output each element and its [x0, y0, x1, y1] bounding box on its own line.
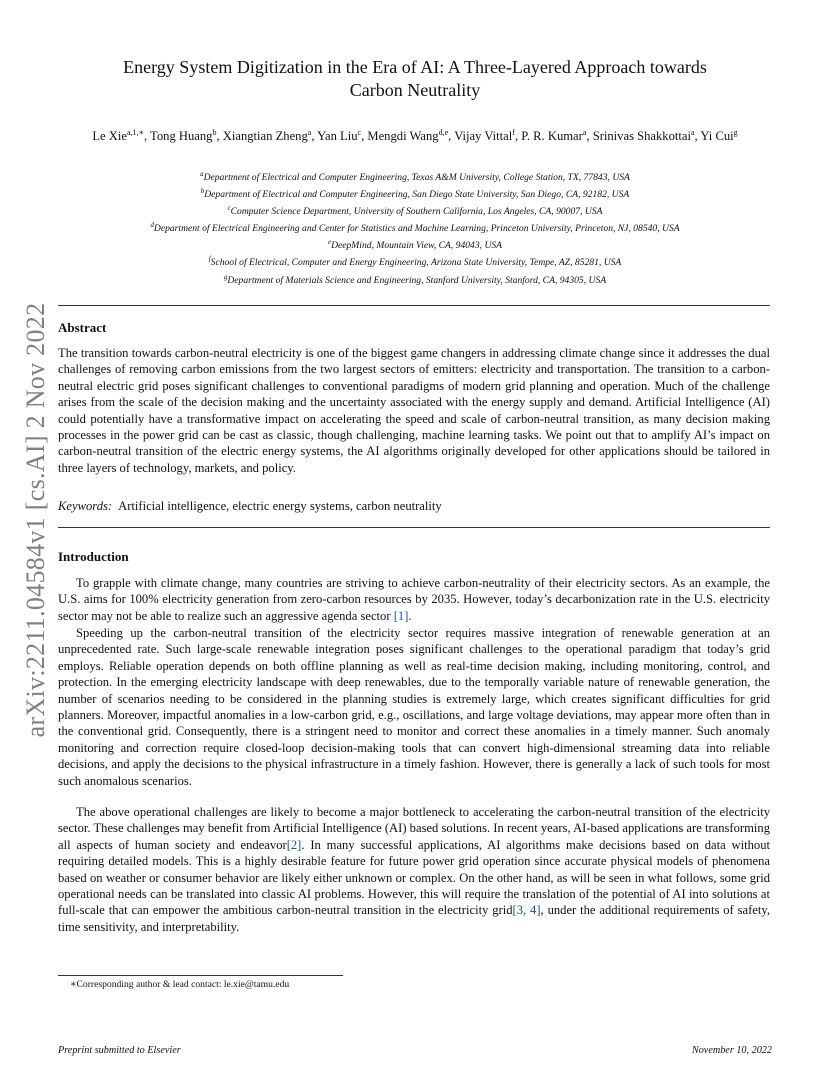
- citation-link[interactable]: [1]: [393, 608, 409, 623]
- intro-paragraph-3: The above operational challenges are likely to become a major bottleneck to accelerating the carbon-neutral transition of the electricity sector. These challenges may benefit from Artificial Intelligence (AI) based solutions. In recent years, AI-based applications are transforming all aspects of human society and endeavor[2]. In many successful applications, AI algorithms make decisions based on data without requiring detailed models. This is a highly desirable feature for future power grid operation since accurate physical models of phenomena based on weather or consumer behavior are likely either unknown or complex. On the other hand, as will be seen in what follows, some grid operational needs can be translated into classic AI problems. However, this will require the translation of the potential of AI into solutions at full-scale that can empower the ambitious carbon-neutral transition in the electricity grid[3, 4], under the additional requirements of safety, time sensitivity, and interpretability.: [58, 805, 770, 934]
- keywords-line: [58, 499, 442, 514]
- intro-paragraph-2: Speeding up the carbon-neutral transition of the electricity sector requires massive integration of renewable generation at an unprecedented rate. Such large-scale renewable integration poses significant challenges to the operational paradigm that today’s grid employs. Reliable operation depends on both offline planning as well as real-time decision making, including monitoring, control, and protection. In the emerging electricity landscape with deep renewables, due to the temporally variable nature of renewable generation, the number of scenarios needing to be considered in the planning studies is extremely large, which creates significant difficulties for grid planners. Moreover, impactful anomalies in a low-carbon grid, e.g., oscillations, and large voltage deviations, may appear more often than in the conventional grid. Consequently, there is a stringent need to monitor and correct these anomalies in a timely manner. Such anomaly monitoring and correction require closed-loop decision-making tools that can convert high-dimensional streaming data into reliable decisions, and apply the decisions to the physical infrastructure in a timely fashion. However, there is generally a lack of such tools for most such anomalous scenarios.: [58, 626, 770, 788]
- affiliation: $^f$School of Electrical, Computer and Energy Engineering, Arizona State University, Tempe, AZ, 85281, USA: [208, 255, 622, 269]
- footnote-rule: [58, 975, 343, 976]
- preprint-date: November 10, 2022: [691, 1045, 772, 1056]
- affiliation: $^g$Department of Materials Science and Engineering, Stanford University, Stanford, CA, 94305, USA: [223, 272, 607, 286]
- affiliation: $^b$Department of Electrical and Computer Engineering, San Diego State University, San Diego, CA, 92182, USA: [200, 187, 630, 201]
- author: Yan Liu$^c$,: [317, 128, 368, 144]
- affiliation: $^e$DeepMind, Mountain View, CA, 94043, USA: [327, 238, 503, 252]
- paper-title-line-1: Energy System Digitization in the Era of AI: A Three-Layered Approach towards: [123, 57, 707, 77]
- keywords-text: Artificial intelligence, electric energy systems, carbon neutrality: [118, 499, 442, 513]
- preprint-notice: Preprint submitted to Elsevier: [58, 1045, 181, 1056]
- author: Srinivas Shakkottai$^a$,: [592, 128, 701, 144]
- corresponding-author-footnote: ∗Corresponding author & lead contact: le.xie@tamu.edu: [70, 979, 290, 990]
- affiliation: $^a$Department of Electrical and Computer Engineering, Texas A&M University, College Station, TX, 77843, USA: [200, 170, 630, 184]
- paper-title-line-2: Carbon Neutrality: [349, 80, 481, 100]
- abstract-bottom-rule: [58, 527, 770, 528]
- author: Mengdi Wang$^{d,e}$,: [367, 128, 455, 144]
- intro-paragraph-1: To grapple with climate change, many countries are striving to achieve carbon-neutrality of their electricity sectors. As an example, the U.S. aims for 100% electricity generation from zero-carbon resources by 2035. However, today’s decarbonization rate in the U.S. electricity sector may not be able to realize such an aggressive agenda sector [1].: [58, 576, 770, 623]
- paper-title: [60, 56, 770, 102]
- author-list: Le Xie$^{a,1,∗}$, Tong Huang$^b$, Xiangtian Zheng$^a$, Yan Liu$^c$, Mengdi Wang$^{d,e}$, Vijay Vittal$^f$, P. R. Kumar$^a$, Srinivas Shakkottai$^a$, Yi Cui$^g$: [92, 128, 738, 144]
- keywords-label: Keywords:: [58, 499, 113, 513]
- abstract-heading: Abstract: [58, 320, 107, 335]
- affiliation: $^d$Department of Electrical Engineering and Center for Statistics and Machine Learning, Princeton University, Princeton, NJ, 08540, USA: [150, 221, 680, 235]
- abstract-top-rule: [58, 305, 770, 306]
- citation-link[interactable]: [2]: [286, 837, 302, 852]
- abstract-text: The transition towards carbon-neutral electricity is one of the biggest game changers in addressing climate change since it addresses the dual challenges of removing carbon emissions from the two largest sectors of emitters: electricity and transportation. The transition to a carbon-neutral electric grid poses significant challenges to conventional paradigms of modern grid planning and operation. Much of the challenge arises from the scale of the decision making and the uncertainty associated with the energy supply and demand. Artificial Intelligence (AI) could potentially have a transformative impact on accelerating the speed and scale of carbon-neutral transition, as many decision making processes in the power grid can be cast as classic, though challenging, machine learning tasks. We point out that to amplify AI’s impact on carbon-neutral transition of the electric energy systems, the AI algorithms originally developed for other applications should be tailored in three layers of technology, markets, and policy.: [58, 346, 770, 475]
- author: Vijay Vittal$^f$,: [454, 128, 522, 144]
- author: Yi Cui$^g$: [700, 128, 738, 144]
- author: P. R. Kumar$^a$,: [521, 128, 593, 144]
- introduction-heading: Introduction: [58, 549, 129, 564]
- affiliation: $^c$Computer Science Department, University of Southern California, Los Angeles, CA, 90007, USA: [227, 204, 603, 218]
- author: Xiangtian Zheng$^a$,: [222, 128, 318, 144]
- author: Tong Huang$^b$,: [150, 128, 223, 144]
- arxiv-identifier-stamp: arXiv:2211.04584v1 [cs.AI] 2 Nov 2022: [21, 302, 50, 738]
- citation-link[interactable]: [3, 4]: [512, 903, 541, 918]
- affiliation-list: [30, 168, 800, 288]
- author: Le Xie$^{a,1,∗}$: [92, 128, 144, 144]
